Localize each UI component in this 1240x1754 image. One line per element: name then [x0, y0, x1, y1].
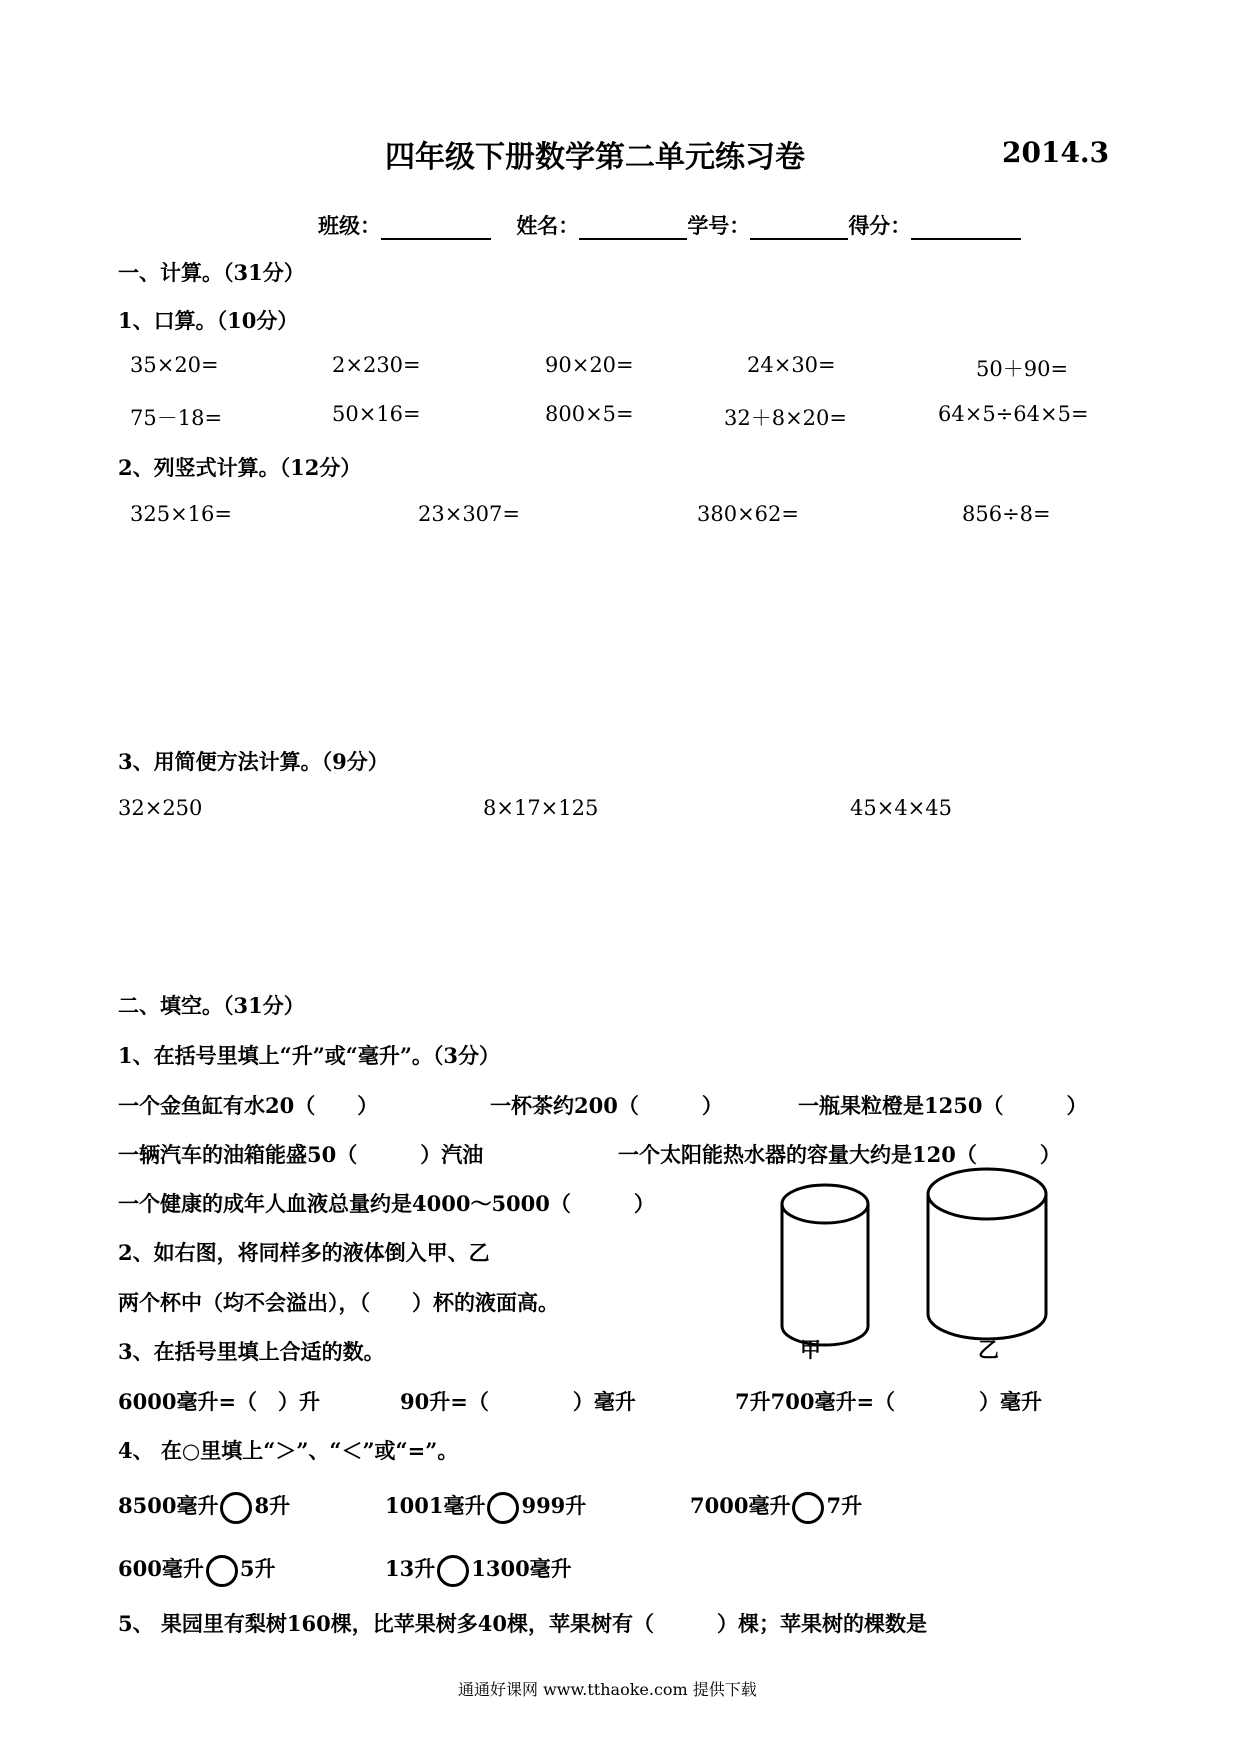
question-2-2-line1: 2、如右图，将同样多的液体倒入甲、乙: [118, 1240, 490, 1265]
compare-circle-icon[interactable]: [437, 1555, 469, 1587]
exam-date: 2014.3: [1002, 136, 1110, 169]
compare-item: [118, 1553, 275, 1587]
compare-item: [690, 1490, 862, 1524]
cup-jia: [782, 1185, 868, 1345]
simple-item: 45×4×45: [850, 796, 952, 820]
oral-item: 75－18=: [130, 406, 223, 430]
cup-yi-label: 乙: [978, 1337, 999, 1362]
oral-item: 64×5÷64×5=: [938, 402, 1089, 426]
fill-item: 一杯茶约200（ ）: [490, 1093, 723, 1118]
question-1-3-heading: 3、用简便方法计算。（9分）: [118, 749, 389, 774]
compare-item: [118, 1490, 290, 1524]
compare-left: 1001毫升: [385, 1493, 486, 1518]
section-2-heading: 二、填空。（31分）: [118, 993, 305, 1018]
question-2-1-heading: 1、在括号里填上“升”或“毫升”。（3分）: [118, 1043, 501, 1068]
id-blank[interactable]: [750, 216, 848, 240]
compare-right: 1300毫升: [471, 1556, 572, 1581]
cups-figure: [740, 1160, 1080, 1360]
compare-item: [385, 1553, 572, 1587]
question-2-4-heading: 4、 在○里填上“＞”、“＜”或“=”。: [118, 1438, 459, 1463]
vertical-item: 23×307=: [418, 502, 520, 526]
vertical-item: 380×62=: [697, 502, 799, 526]
oral-item: 24×30=: [747, 353, 836, 377]
fill-item: 一个健康的成年人血液总量约是4000～5000（ ）: [118, 1191, 655, 1216]
simple-item: 32×250: [118, 796, 203, 820]
simple-item: 8×17×125: [483, 796, 599, 820]
class-blank[interactable]: [381, 216, 491, 240]
compare-right: 5升: [239, 1556, 276, 1581]
id-label: 学号：: [687, 213, 751, 238]
convert-item: 90升=（ ）毫升: [400, 1389, 636, 1414]
compare-right: 8升: [254, 1493, 291, 1518]
oral-item: 50×16=: [332, 402, 421, 426]
question-2-5-text: 5、 果园里有梨树160棵，比苹果树多40棵，苹果树有（ ）棵；苹果树的棵数是: [118, 1611, 927, 1636]
compare-circle-icon[interactable]: [220, 1492, 252, 1524]
convert-item: 6000毫升=（ ）升: [118, 1389, 321, 1414]
info-line: [318, 210, 1021, 240]
class-label: 班级：: [318, 213, 381, 238]
fill-item: 一个金鱼缸有水20（ ）: [118, 1093, 379, 1118]
oral-item: 2×230=: [332, 353, 421, 377]
compare-left: 8500毫升: [118, 1493, 219, 1518]
oral-item: 32＋8×20=: [724, 406, 847, 430]
compare-right: 999升: [521, 1493, 587, 1518]
cup-jia-label: 甲: [800, 1337, 821, 1362]
footer-text: 通通好课网 www.tthaoke.com 提供下载: [458, 1680, 757, 1699]
compare-left: 13升: [385, 1556, 436, 1581]
question-1-1-heading: 1、口算。（10分）: [118, 308, 299, 333]
score-label: 得分：: [848, 213, 912, 238]
cup-yi: [928, 1169, 1046, 1339]
page-title: 四年级下册数学第二单元练习卷: [385, 140, 805, 175]
vertical-item: 856÷8=: [962, 502, 1051, 526]
question-2-2-line2: 两个杯中（均不会溢出），（ ）杯的液面高。: [118, 1290, 559, 1315]
name-blank[interactable]: [579, 216, 687, 240]
convert-item: 7升700毫升=（ ）毫升: [735, 1389, 1043, 1414]
question-2-3-heading: 3、在括号里填上合适的数。: [118, 1339, 385, 1364]
oral-item: 35×20=: [130, 353, 219, 377]
question-1-2-heading: 2、列竖式计算。（12分）: [118, 455, 362, 480]
compare-circle-icon[interactable]: [487, 1492, 519, 1524]
compare-left: 7000毫升: [690, 1493, 791, 1518]
oral-item: 50＋90=: [976, 357, 1069, 381]
fill-item: 一个太阳能热水器的容量大约是120（ ）: [618, 1142, 1061, 1167]
vertical-item: 325×16=: [130, 502, 232, 526]
fill-item: 一辆汽车的油箱能盛50（ ）汽油: [118, 1142, 484, 1167]
section-1-heading: 一、计算。（31分）: [118, 260, 305, 285]
compare-circle-icon[interactable]: [792, 1492, 824, 1524]
score-blank[interactable]: [911, 216, 1021, 240]
oral-item: 800×5=: [545, 402, 634, 426]
compare-left: 600毫升: [118, 1556, 204, 1581]
compare-right: 7升: [826, 1493, 863, 1518]
compare-item: [385, 1490, 586, 1524]
name-label: 姓名：: [516, 213, 580, 238]
compare-circle-icon[interactable]: [206, 1555, 238, 1587]
fill-item: 一瓶果粒橙是1250（ ）: [798, 1093, 1088, 1118]
oral-item: 90×20=: [545, 353, 634, 377]
